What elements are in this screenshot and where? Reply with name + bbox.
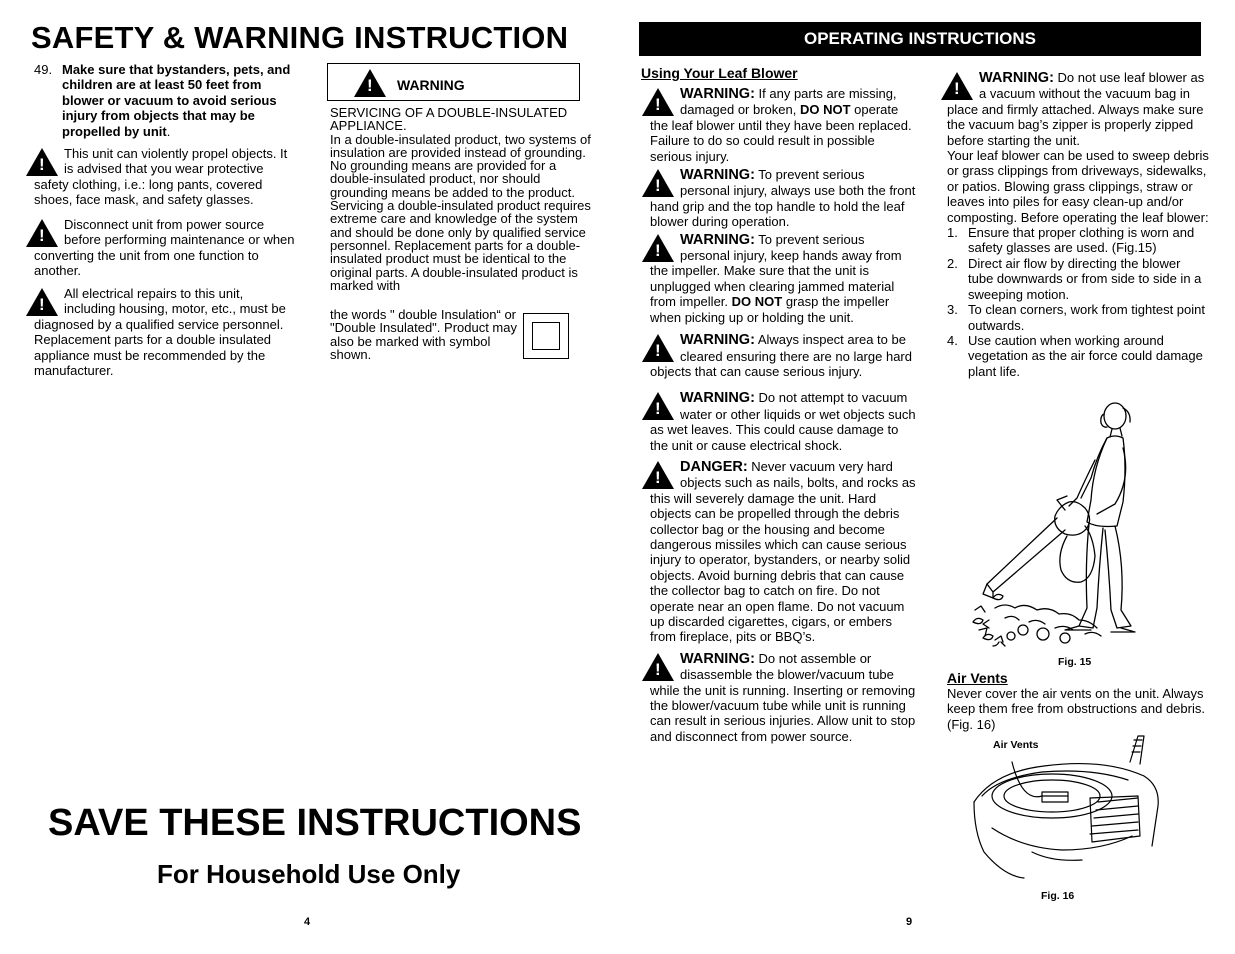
- air-vents-illustration: [972, 732, 1160, 880]
- warning-triangle-icon: !: [642, 461, 674, 489]
- warning-triangle-icon: !: [642, 88, 674, 116]
- leaf-blower-operator-illustration: [965, 398, 1160, 650]
- danger-hard-objects: ! DANGER: Never vacuum very hard objects such as nails, bolts, and rocks as this will severely damage the unit. Hard objects can be propelled through the debris collector bag or the housing and become dangerous missiles which can cause serious injury to operator, bystanders, or nearby solid objects. Avoid burning debris that can cause the collector bag to catch on fire. Do not operate near an open flame. Do not vacuum up discarded cigarettes, cigars, or embers from fireplace, pits or BBQ’s.: [650, 459, 916, 645]
- warning-liquids: ! WARNING: Do not attempt to vacuum water or other liquids or wet objects such as wet leaves. This could cause damage to the unit or cause electrical shock.: [650, 390, 916, 453]
- fig15-caption: Fig. 15: [1058, 656, 1092, 668]
- list-item: 2. Direct air flow by directing the blower tube downwards or from side to side in a sweeping motion.: [947, 255, 1202, 302]
- warning-triangle-icon: !: [26, 148, 58, 176]
- warning-inspect-area: ! WARNING: Always inspect area to be cleared ensuring there are no large hard objects that can cause serious injury.: [650, 332, 916, 379]
- safety-paragraph-2: ! Disconnect unit from power source before performing maintenance or when converting the unit from one function to another.: [34, 217, 296, 279]
- air-vents-text: Never cover the air vents on the unit. Always keep them free from obstructions and debris. (Fig. 16): [947, 686, 1205, 732]
- warning-triangle-icon: !: [642, 653, 674, 681]
- warning-box: [327, 63, 580, 101]
- warning-triangle-icon: !: [26, 219, 58, 247]
- warning-assemble-tube: ! WARNING: Do not assemble or disassemble the blower/vacuum tube while the unit is running. Inserting or removing the blower/vacuum tube while unit is running can result in serious injuries. Allow unit to stop and disconnect from power source.: [650, 651, 916, 744]
- section-title-using-leaf-blower: Using Your Leaf Blower: [641, 65, 798, 81]
- left-page-title: SAFETY & WARNING INSTRUCTION: [31, 20, 569, 55]
- sweep-intro: Your leaf blower can be used to sweep debris or grass clippings from driveways, sidewalks, or patios. Blowing grass clippings, straw or leaves into piles for easy clean-up and/or composting. Before operating the leaf blower:: [947, 148, 1209, 225]
- warning-impeller: ! WARNING: To prevent serious personal injury, keep hands away from the impeller. Make sure that the unit is unplugged when clearing jammed material from impeller. DO NOT grasp the impeller when picking up or holding the unit.: [650, 232, 916, 325]
- operating-steps: [947, 225, 1209, 379]
- item-number: 49.: [34, 62, 53, 77]
- warning-vacuum-bag: ! WARNING: Do not use leaf blower as a vacuum without the vacuum bag in place and firmly attached. Always make sure the vacuum bag’s zipper is properly zipped before starting the unit.: [947, 70, 1209, 148]
- warning-triangle-icon: !: [941, 72, 973, 100]
- warning-triangle-icon: !: [642, 234, 674, 262]
- warning-triangle-icon: !: [26, 288, 58, 316]
- item-49-text: Make sure that bystanders, pets, and children are at least 50 feet from blower or vacuum to avoid serious injury from objects that may be propelled by unit: [62, 62, 291, 139]
- list-item: 4. Use caution when working around vegetation as the air force could damage plant life.: [947, 332, 1203, 379]
- double-insulation-symbol-icon: [523, 313, 569, 359]
- servicing-section: [330, 106, 592, 292]
- warnings-list: [650, 86, 916, 744]
- save-instructions-title: SAVE THESE INSTRUCTIONS: [48, 802, 582, 844]
- safety-paragraph-3: ! All electrical repairs to this unit, including housing, motor, etc., must be diagnosed by a qualified service personnel. Replacement parts for a double insulated appliance must be recommended by the manufacturer.: [34, 286, 296, 378]
- right-column-2: [947, 70, 1209, 379]
- right-page-number: 9: [906, 916, 913, 928]
- warning-box-label: WARNING: [397, 77, 465, 93]
- operating-instructions-header: OPERATING INSTRUCTIONS: [639, 22, 1201, 56]
- warning-triangle-icon: !: [642, 392, 674, 420]
- warning-missing-parts: ! WARNING: If any parts are missing, damaged or broken, DO NOT operate the leaf blower until they have been replaced. Failure to do so could result in possible serious injury.: [650, 86, 916, 164]
- servicing-text: In a double-insulated product, two systems of insulation are provided instead of grounding. No grounding means are provided for a double-insulated product, nor should grounding means be added to the product. Servicing a double-insulated product requires extreme care and knowledge of the system and should be done only by qualified service personnel. Replacement parts for a double-insulated product must be identical to the original parts. A double-insulated product is marked with: [330, 131, 591, 293]
- air-vents-title: Air Vents: [947, 670, 1008, 686]
- fig16-label: Air Vents: [993, 739, 1039, 751]
- safety-item-49: 49. Make sure that bystanders, pets, and children are at least 50 feet from blower or vacuum to avoid serious injury from objects that may be propelled by unit.: [34, 62, 291, 139]
- servicing-heading: SERVICING OF A DOUBLE-INSULATED APPLIANCE.: [330, 105, 568, 134]
- warning-triangle-icon: !: [354, 69, 386, 102]
- household-use-subtitle: For Household Use Only: [157, 859, 461, 889]
- warning-triangle-icon: !: [642, 334, 674, 362]
- left-page-number: 4: [304, 916, 311, 928]
- list-item: 1. Ensure that proper clothing is worn and safety glasses are used. (Fig.15): [947, 225, 1195, 256]
- servicing-tail: the words " double Insulation“ or "Double Insulated". Product may also be marked with symbol shown.: [330, 307, 517, 362]
- list-item: 3. To clean corners, work from tightest point outwards.: [947, 302, 1205, 333]
- fig16-caption: Fig. 16: [1041, 890, 1075, 902]
- warning-both-handles: ! WARNING: To prevent serious personal injury, always use both the front hand grip and the top handle to hold the leaf blower during operation.: [650, 167, 916, 230]
- safety-paragraph-1: ! This unit can violently propel objects. It is advised that you wear protective safety clothing, i.e.: long pants, covered shoes, face mask, and safety glasses.: [34, 146, 296, 208]
- warning-triangle-icon: !: [642, 169, 674, 197]
